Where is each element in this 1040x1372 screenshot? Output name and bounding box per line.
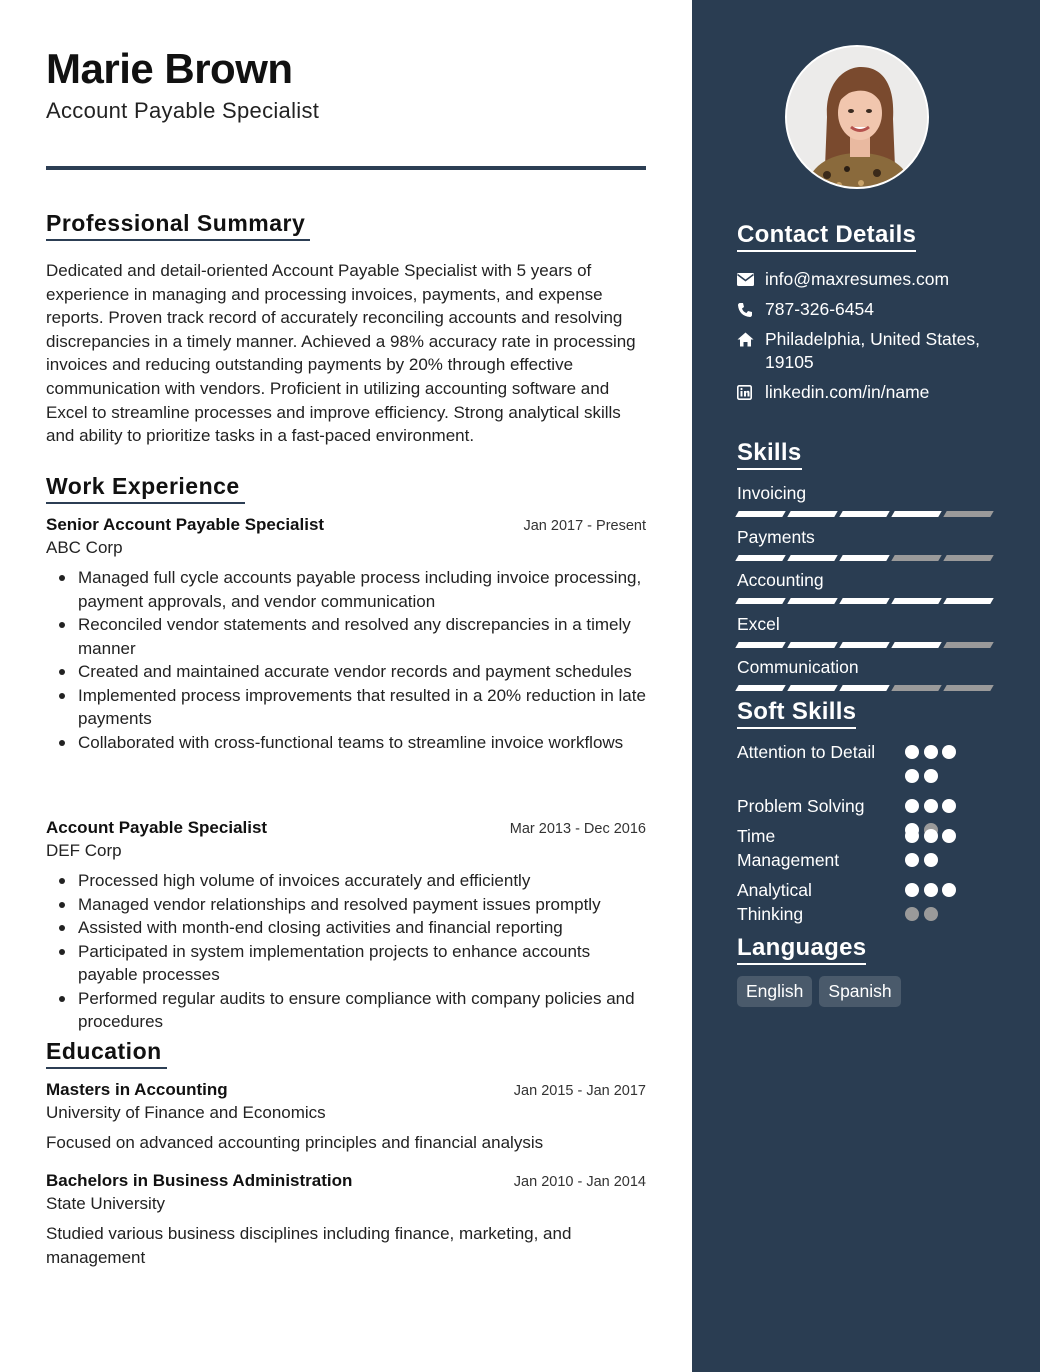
skill-level-segment (735, 685, 785, 691)
skill-item (737, 481, 997, 525)
skill-level-bar (737, 511, 997, 517)
soft-skill-level-dot (942, 745, 956, 759)
skill-level-segment (943, 555, 993, 561)
education-dates: Jan 2010 - Jan 2014 (513, 1174, 646, 1190)
list-item: Managed full cycle accounts payable process including invoice processing, payment approvals, and vendor communication (46, 566, 646, 613)
soft-skills-heading: Soft Skills (737, 697, 856, 729)
soft-skill-level-dot (924, 799, 938, 813)
skill-level-segment (839, 555, 889, 561)
job-entry (46, 818, 646, 1034)
education-heading: Education (46, 1037, 167, 1069)
contact-address-text: Philadelphia, United States, 19105 (765, 329, 980, 372)
header-divider (46, 166, 646, 170)
job-company: ABC Corp (46, 538, 123, 557)
soft-skill-level-dot (924, 829, 938, 843)
list-item: Managed vendor relationships and resolved payment issues promptly (46, 893, 646, 917)
contact-list (737, 268, 1007, 411)
skill-level-segment (891, 555, 941, 561)
soft-skill-level-dot (905, 853, 919, 867)
soft-skill-level-dot (924, 853, 938, 867)
skill-level-segment (891, 598, 941, 604)
soft-skill-name: Attention to Detail (737, 742, 876, 762)
job-entry (46, 515, 646, 754)
contact-address (737, 328, 1007, 374)
skill-level-segment (735, 511, 785, 517)
job-title: Senior Account Payable Specialist (46, 515, 325, 534)
skill-level-segment (839, 685, 889, 691)
phone-icon (737, 298, 765, 321)
skill-level-segment (735, 598, 785, 604)
skill-item (737, 568, 997, 612)
list-item: Performed regular audits to ensure compliance with company policies and procedures (46, 987, 646, 1034)
job-bullets (46, 566, 646, 754)
list-item: Implemented process improvements that resulted in a 20% reduction in late payments (46, 684, 646, 731)
skill-level-segment (943, 685, 993, 691)
education-description: Studied various business disciplines including finance, marketing, and management (46, 1224, 572, 1267)
contact-linkedin-text: linkedin.com/in/name (765, 382, 930, 402)
contact-email-text: info@maxresumes.com (765, 269, 950, 289)
languages-heading: Languages (737, 933, 866, 965)
skill-level-segment (891, 685, 941, 691)
job-bullets (46, 869, 646, 1034)
summary-heading: Professional Summary (46, 209, 310, 241)
skill-level-segment (839, 642, 889, 648)
skill-level-bar (737, 555, 997, 561)
skill-item (737, 612, 997, 656)
skill-level-segment (891, 642, 941, 648)
soft-skill-level-dot (905, 907, 919, 921)
soft-skills-list (737, 740, 997, 932)
language-tag-spanish: Spanish (819, 976, 900, 1007)
soft-skill-level-dot (942, 799, 956, 813)
school: University of Finance and Economics (46, 1103, 326, 1122)
job-company: DEF Corp (46, 841, 122, 860)
skill-name: Communication (737, 657, 859, 677)
degree: Masters in Accounting (46, 1080, 228, 1099)
list-item: Processed high volume of invoices accurately and efficiently (46, 869, 646, 893)
list-item: Assisted with month-end closing activities and financial reporting (46, 916, 646, 940)
job-dates: Mar 2013 - Dec 2016 (509, 821, 646, 837)
linkedin-icon (737, 381, 765, 404)
list-item: Created and maintained accurate vendor records and payment schedules (46, 660, 646, 684)
contact-email[interactable] (737, 268, 1007, 291)
soft-skill-name: Time Management (737, 826, 840, 870)
skill-level-segment (839, 511, 889, 517)
skill-level-bar (737, 598, 997, 604)
soft-skill-name: Problem Solving (737, 796, 865, 816)
envelope-icon (737, 268, 765, 291)
skill-item (737, 525, 997, 569)
soft-skill-level-dot (924, 745, 938, 759)
skill-level-segment (943, 511, 993, 517)
skills-list (737, 481, 997, 699)
job-title: Account Payable Specialist (46, 818, 268, 837)
skills-heading: Skills (737, 438, 802, 470)
skill-level-segment (787, 555, 837, 561)
skill-level-segment (839, 598, 889, 604)
skill-name: Accounting (737, 570, 824, 590)
skill-level-segment (735, 555, 785, 561)
contact-linkedin[interactable] (737, 381, 1007, 404)
sidebar (692, 0, 1040, 1372)
soft-skill-level-dot (905, 769, 919, 783)
candidate-title: Account Payable Specialist (46, 98, 320, 123)
education-entry (46, 1080, 646, 1155)
education-dates: Jan 2015 - Jan 2017 (513, 1083, 646, 1099)
soft-skill-level-dot (942, 883, 956, 897)
summary-text: Dedicated and detail-oriented Account Payable Specialist with 5 years of experience in managing and processing invoices, payments, and expense reports. Proven track record of accurately reconciling accounts and resolving discrepancies in a timely manner. Achieved a 98% accuracy rate in processing invoices and reducing outstanding payments by 20% through effective communication with vendors. Proficient in utilizing accounting software and Excel to streamline processes and improve efficiency. Strong analytical skills and ability to prioritize tasks in a fast-paced environment. (46, 261, 636, 446)
job-dates: Jan 2017 - Present (523, 518, 646, 534)
list-item: Reconciled vendor statements and resolved any discrepancies in a timely manner (46, 613, 646, 660)
skill-level-segment (891, 511, 941, 517)
language-tag-english: English (737, 976, 812, 1007)
soft-skill-level-dot (924, 883, 938, 897)
resume-header (46, 44, 646, 124)
education-entry (46, 1171, 646, 1269)
soft-skill-item (737, 740, 997, 794)
soft-skill-level-dot (905, 799, 919, 813)
soft-skill-level-dot (942, 829, 956, 843)
skill-level-segment (787, 511, 837, 517)
soft-skill-level-dot (905, 883, 919, 897)
soft-skill-level-dot (905, 829, 919, 843)
education-description: Focused on advanced accounting principles and financial analysis (46, 1133, 544, 1152)
person-portrait-icon (787, 47, 929, 189)
degree: Bachelors in Business Administration (46, 1171, 353, 1190)
list-item: Collaborated with cross-functional teams to streamline invoice workflows (46, 731, 646, 755)
school: State University (46, 1194, 166, 1213)
profile-photo (785, 45, 929, 189)
skill-level-segment (787, 598, 837, 604)
skill-level-bar (737, 642, 997, 648)
contact-heading: Contact Details (737, 220, 916, 252)
soft-skill-level-dot (924, 769, 938, 783)
skill-level-segment (787, 685, 837, 691)
skill-name: Payments (737, 526, 815, 547)
skill-level-segment (943, 598, 993, 604)
candidate-name: Marie Brown (46, 45, 293, 92)
soft-skill-item (737, 878, 997, 932)
skill-level-bar (737, 685, 997, 691)
soft-skill-level-dot (924, 907, 938, 921)
soft-skill-name: Analytical Thinking (737, 880, 812, 924)
languages-list (737, 976, 901, 1007)
soft-skill-level-dots (905, 829, 977, 867)
skill-level-segment (943, 642, 993, 648)
list-item: Participated in system implementation projects to enhance accounts payable processes (46, 940, 646, 987)
home-icon (737, 328, 765, 351)
skill-name: Excel (737, 613, 780, 634)
skill-item (737, 655, 997, 699)
soft-skill-item (737, 824, 997, 878)
skill-name: Invoicing (737, 483, 807, 503)
soft-skill-level-dots (905, 745, 977, 783)
contact-phone[interactable] (737, 298, 1007, 321)
skill-level-segment (735, 642, 785, 648)
soft-skill-item (737, 794, 997, 824)
work-experience-heading: Work Experience (46, 472, 245, 504)
soft-skill-level-dot (905, 745, 919, 759)
skill-level-segment (787, 642, 837, 648)
soft-skill-level-dots (905, 883, 977, 921)
contact-phone-text: 787-326-6454 (765, 299, 874, 319)
